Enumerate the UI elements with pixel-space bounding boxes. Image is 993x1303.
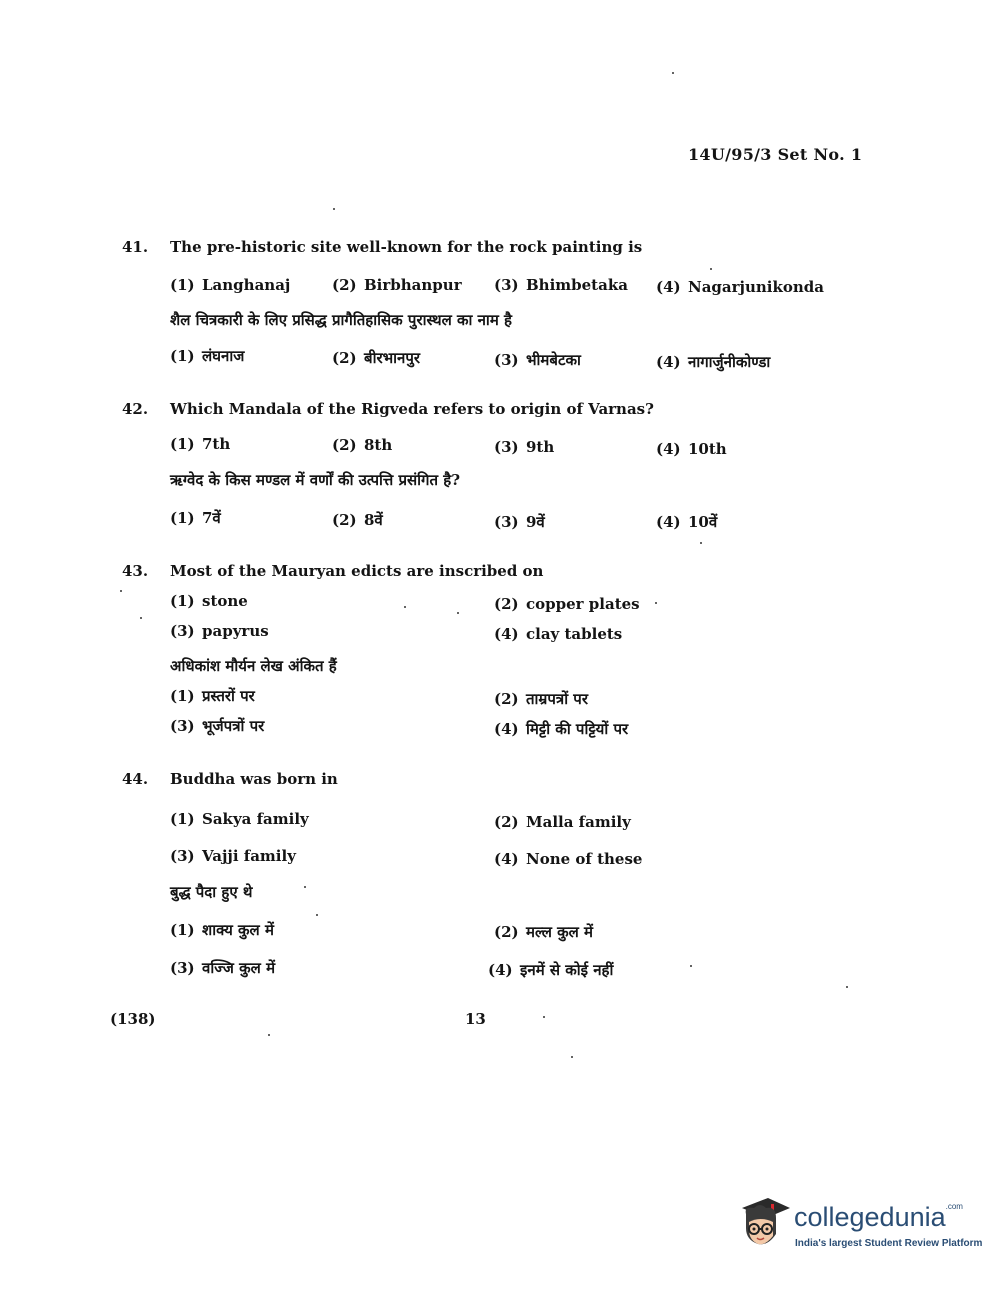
- option-hi-1: (1) शाक्य कुल में: [170, 921, 274, 939]
- page-number: 13: [465, 1010, 486, 1028]
- option-en-2: (2) Malla family: [494, 813, 631, 831]
- scan-speck: [120, 590, 122, 592]
- option-hi-3: (3) 9वें: [494, 513, 545, 531]
- option-en-1: (1) stone: [170, 592, 248, 610]
- option-hi-4: (4) 10वें: [656, 513, 718, 531]
- option-en-4: (4) None of these: [494, 850, 643, 868]
- question-number: 41.: [122, 238, 149, 256]
- question-number: 42.: [122, 400, 149, 418]
- question-text-en: Which Mandala of the Rigveda refers to origin of Varnas?: [170, 400, 654, 418]
- option-en-4: (4) Nagarjunikonda: [656, 278, 824, 296]
- question-text-hi: शैल चित्रकारी के लिए प्रसिद्ध प्रागैतिहासिक पुरास्थल का नाम है: [170, 311, 512, 329]
- scan-speck: [140, 617, 142, 619]
- option-hi-3: (3) भीमबेटका: [494, 351, 581, 369]
- scan-speck: [846, 986, 848, 988]
- option-hi-4: (4) मिट्टी की पट्टियों पर: [494, 720, 629, 738]
- scan-speck: [316, 914, 318, 916]
- scan-speck: [672, 72, 674, 74]
- paper-code: 14U/95/3 Set No. 1: [688, 145, 863, 164]
- question-text-hi: बुद्ध पैदा हुए थे: [170, 883, 253, 901]
- logo-tagline: India's largest Student Review Platform: [795, 1238, 983, 1249]
- paper-count: (138): [110, 1010, 156, 1028]
- scan-speck: [404, 606, 406, 608]
- option-hi-2: (2) 8वें: [332, 511, 383, 529]
- question-number: 44.: [122, 770, 149, 788]
- option-en-3: (3) Vajji family: [170, 847, 296, 865]
- option-en-2: (2) Birbhanpur: [332, 276, 462, 294]
- option-hi-4: (4) नागार्जुनीकोण्डा: [656, 353, 771, 371]
- option-hi-2: (2) बीरभानपुर: [332, 349, 420, 367]
- option-en-1: (1) Sakya family: [170, 810, 309, 828]
- scan-speck: [571, 1056, 573, 1058]
- option-en-4: (4) 10th: [656, 440, 727, 458]
- question-text-hi: अधिकांश मौर्यन लेख अंकित हैं: [170, 657, 337, 675]
- option-hi-2: (2) मल्ल कुल में: [494, 923, 594, 941]
- scan-speck: [690, 965, 692, 967]
- scan-speck: [304, 886, 306, 888]
- scan-speck: [543, 1016, 545, 1018]
- option-hi-4: (4) इनमें से कोई नहीं: [488, 961, 614, 979]
- question-number: 43.: [122, 562, 149, 580]
- option-hi-3: (3) भूर्जपत्रों पर: [170, 717, 265, 735]
- collegedunia-logo: [738, 1196, 983, 1260]
- option-hi-1: (1) लंघनाज: [170, 347, 245, 365]
- question-text-en: The pre-historic site well-known for the rock painting is: [170, 238, 643, 256]
- option-en-1: (1) 7th: [170, 435, 231, 453]
- scan-speck: [457, 612, 459, 614]
- option-hi-1: (1) प्रस्तरों पर: [170, 687, 255, 705]
- question-text-en: Buddha was born in: [170, 770, 338, 788]
- option-en-4: (4) clay tablets: [494, 625, 623, 643]
- scan-speck: [710, 268, 712, 270]
- option-en-2: (2) 8th: [332, 436, 393, 454]
- option-en-3: (3) papyrus: [170, 622, 269, 640]
- option-en-2: (2) copper plates: [494, 595, 640, 613]
- question-text-en: Most of the Mauryan edicts are inscribed on: [170, 562, 544, 580]
- scan-speck: [700, 542, 702, 544]
- scan-speck: [268, 1034, 270, 1036]
- scan-speck: [655, 602, 657, 604]
- question-text-hi: ऋग्वेद के किस मण्डल में वर्णों की उत्पत्ति प्रसंगित है?: [170, 471, 461, 489]
- logo-wordmark: collegedunia$^{.com}$: [794, 1202, 963, 1232]
- mascot-icon: [738, 1196, 792, 1258]
- option-hi-2: (2) ताम्रपत्रों पर: [494, 690, 588, 708]
- option-en-3: (3) 9th: [494, 438, 555, 456]
- scan-speck: [333, 208, 335, 210]
- option-hi-1: (1) 7वें: [170, 509, 221, 527]
- option-hi-3: (3) वज्जि कुल में: [170, 959, 276, 977]
- option-en-1: (1) Langhanaj: [170, 276, 291, 294]
- option-en-3: (3) Bhimbetaka: [494, 276, 628, 294]
